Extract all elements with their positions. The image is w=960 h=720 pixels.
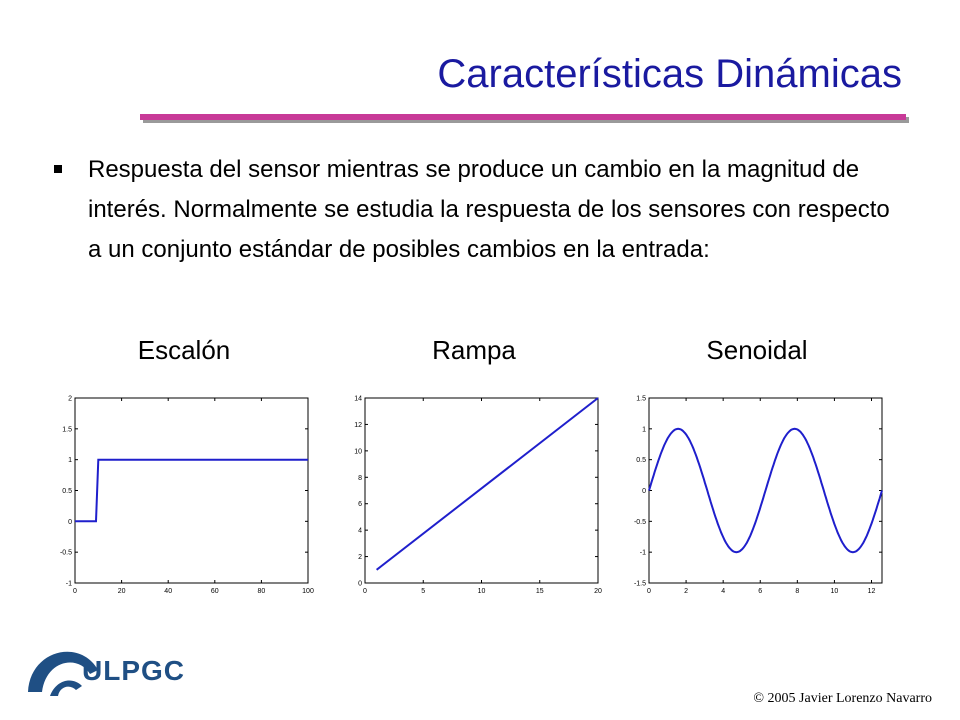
y-tick-label: 4: [358, 527, 362, 535]
title-rule: [140, 114, 906, 123]
x-tick-label: 5: [421, 588, 426, 595]
y-tick-label: -1.5: [633, 580, 646, 588]
y-tick-label: -1: [65, 580, 72, 588]
chart-escalon: [50, 388, 320, 600]
x-tick-label: 0: [73, 588, 77, 595]
x-tick-label: 2: [684, 588, 689, 595]
chart-caption-rampa: Rampa: [432, 335, 516, 365]
y-tick-label: 0.5: [62, 488, 72, 495]
y-tick-label: 0: [68, 518, 72, 526]
chart-caption-senoidal: Senoidal: [706, 335, 808, 365]
chart-caption-escalon: Escalón: [137, 335, 231, 365]
y-tick-label: 12: [354, 421, 362, 429]
y-tick-label: 2: [358, 554, 362, 562]
y-tick-label: 1.5: [62, 426, 72, 434]
y-tick-label: -0.5: [633, 518, 646, 526]
square-bullet-icon: [54, 165, 62, 173]
y-tick-label: 1.5: [636, 395, 646, 403]
y-tick-label: 8: [358, 474, 362, 482]
y-tick-label: -1: [639, 549, 646, 557]
slide-title: Características Dinámicas: [437, 52, 902, 96]
bullet-text: Respuesta del sensor mientras se produce un cambio en la magnitud de interés. Normalmente se estudia la respuesta de los sensores con respecto a un conjunto estándar de posibles cambios en la entrada:: [88, 156, 890, 263]
chart-senoidal: [624, 388, 894, 600]
y-tick-label: 6: [358, 501, 362, 509]
logo-text: ULPGC: [82, 655, 185, 686]
x-tick-label: 80: [257, 588, 266, 595]
y-tick-label: 1: [642, 426, 646, 434]
bullet-item: [54, 150, 904, 270]
y-tick-label: 14: [354, 395, 362, 403]
x-tick-label: 60: [210, 588, 219, 595]
y-tick-label: 0: [358, 580, 362, 588]
x-tick-label: 100: [302, 588, 314, 595]
x-tick-label: 8: [795, 588, 800, 595]
x-tick-label: 10: [477, 588, 486, 595]
x-tick-label: 20: [594, 588, 602, 595]
x-tick-label: 6: [758, 588, 763, 595]
y-tick-label: 1: [68, 457, 72, 465]
y-tick-label: 0.5: [636, 457, 646, 465]
y-tick-label: 2: [68, 395, 72, 403]
x-tick-label: 12: [867, 588, 876, 595]
plot-frame: [75, 398, 308, 583]
y-tick-label: -0.5: [59, 549, 72, 557]
chart-rampa: [340, 388, 610, 600]
x-tick-label: 15: [535, 588, 544, 595]
y-tick-label: 10: [354, 448, 362, 456]
x-tick-label: 0: [363, 588, 367, 595]
x-tick-label: 4: [721, 588, 726, 595]
x-tick-label: 10: [830, 588, 839, 595]
y-tick-label: 0: [642, 488, 646, 495]
x-tick-label: 0: [647, 588, 651, 595]
x-tick-label: 20: [117, 588, 126, 595]
x-tick-label: 40: [164, 588, 173, 595]
copyright: © 2005 Javier Lorenzo Navarro: [753, 691, 932, 706]
title-rule-bar: [140, 114, 906, 120]
